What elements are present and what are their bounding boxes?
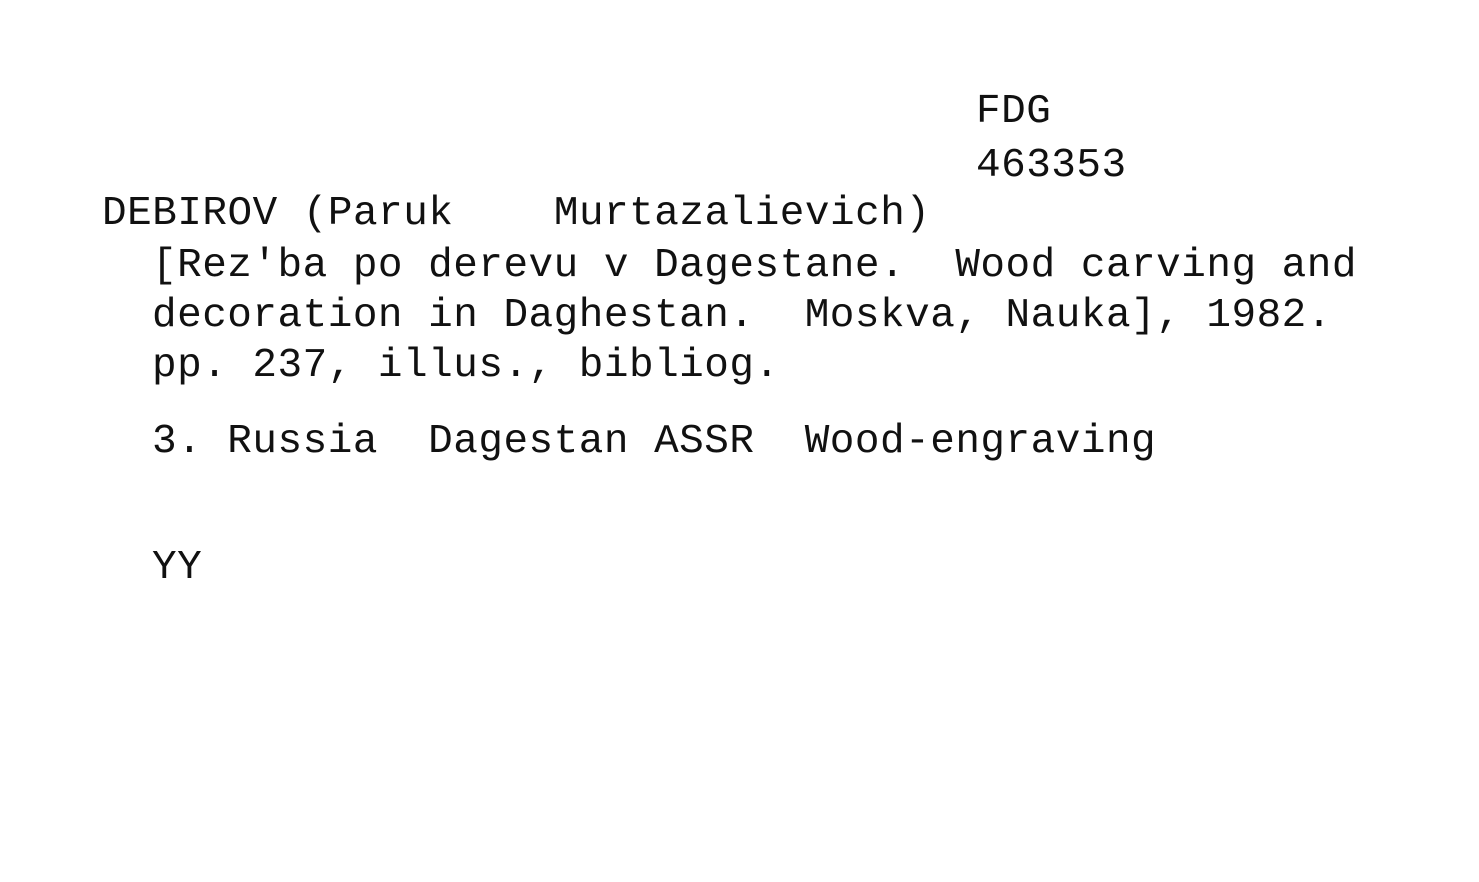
title-line: decoration in Daghestan. Moskva, Nauka], 1982. [152, 293, 1332, 339]
author-heading: DEBIROV (Paruk Murtazalievich) [102, 191, 931, 237]
classmark-number: 463353 [976, 143, 1127, 189]
title-line: [Rez'ba po derevu v Dagestane. Wood carving and [152, 243, 1357, 289]
cataloguer-initials: YY [152, 545, 203, 591]
classmark-prefix: FDG [976, 89, 1052, 135]
collation-line: pp. 237, illus., bibliog. [152, 343, 780, 389]
subject-headings: 3. Russia Dagestan ASSR Wood-engraving [152, 419, 1157, 465]
